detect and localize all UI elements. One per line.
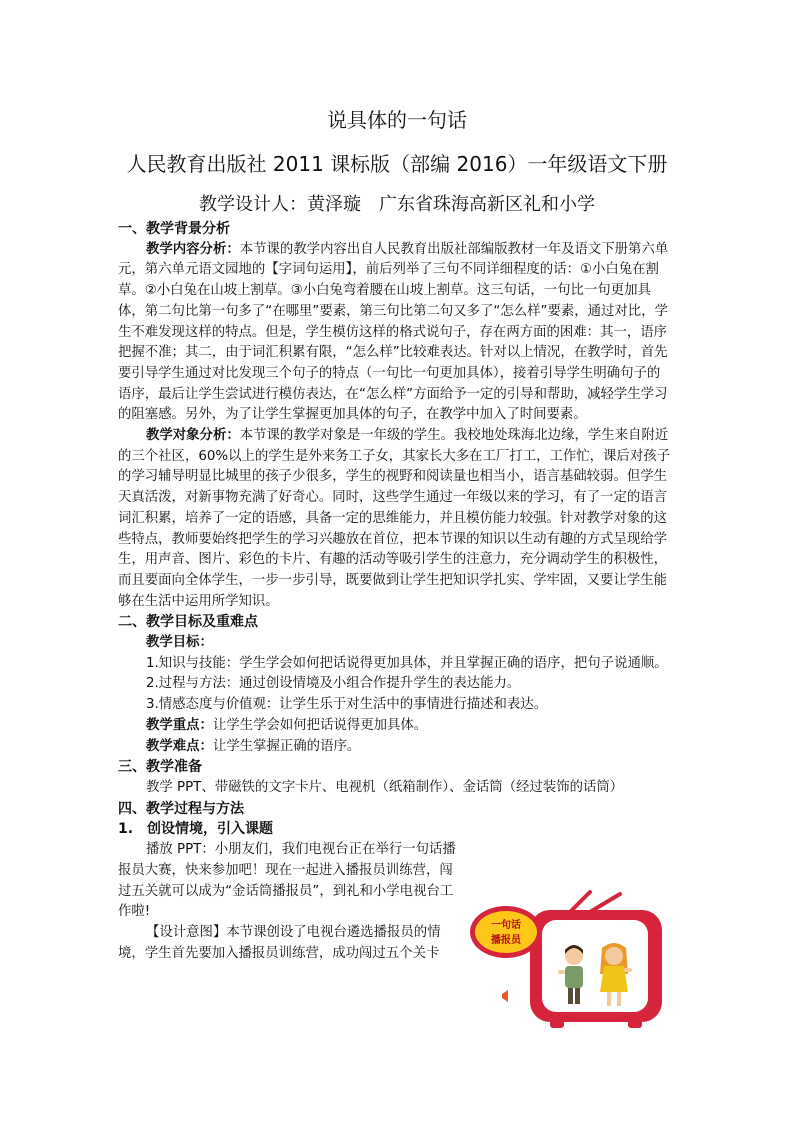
section-heading-goals: 二、教学目标及重难点 [118, 614, 258, 631]
tv-screen [542, 920, 648, 1012]
difficulty-label: 教学难点： [146, 738, 213, 754]
content-analysis-paragraph [118, 240, 670, 426]
object-analysis-text: 本节课的教学对象是一年级的学生。我校地处珠海北边缘，学生来自附近的三个社区，60%以上的学生是外来务工子女，其家长大多在工厂打工，工作忙，课后对孩子的学习辅导明显比城里的孩子少很多，学生的视野和阅读量也相当小，语言基础较弱。但学生天真活泼，对新事物充满了好奇心。同时，这些学生通过一年级以来的学习，有了一定的语言词汇积累，培养了一定的语感，具备一定的思维能力，并且模仿能力较强。针对教学对象的这些特点，教师要始终把学生的学习兴趣放在首位，把本节课的知识以生动有趣的方式呈现给学生，用声音、图片、彩色的卡片、有趣的活动等吸引学生的注意力，充分调动学生的积极性，而且要面向全体学生，一步一步引导，既要做到让学生把知识学扎实、学牢固，又要让学生能够在生活中运用所学知识。 [118, 428, 670, 609]
tv-foot-right [628, 1020, 642, 1028]
document-subtitle: 人民教育出版社 2011 课标版（部编 2016）一年级语文下册 [126, 152, 668, 176]
goal-item-2: 2.过程与方法：通过创设情境及小组合作提升学生的表达能力。 [146, 676, 521, 692]
designer-line: 教学设计人：黄泽璇 广东省珠海高新区礼和小学 [199, 194, 595, 215]
tv-foot-left [550, 1020, 564, 1028]
object-analysis-label: 教学对象分析： [146, 428, 240, 444]
key-point-paragraph [118, 716, 670, 737]
difficulty-paragraph [118, 737, 670, 758]
antenna-far-right [590, 894, 620, 912]
document-body [118, 219, 670, 964]
goal-item-3: 3.情感态度与价值观：让学生乐于对生活中的事情进行描述和表达。 [146, 697, 548, 713]
content-analysis-text: 本节课的教学内容出自人民教育出版社部编版教材一年及语文下册第六单元，第六单元语文园地的【字词句运用】，前后列举了三句不同详细程度的话：①小白兔在割草。②小白兔在山坡上割草。③小白兔弯着腰在山坡上割草。这三句话，一句比一句更加具体，第二句比第一句多了“在哪里”要素，第三句比第二句又多了“怎么样”要素，通过对比，学生不难发现这样的特点。但是，学生模仿这样的格式说句子，存在两方面的困难：其一，语序把握不准；其二，由于词汇积累有限，“怎么样”比较难表达。针对以上情况，在教学时，首先要引导学生通过对比发现三个句子的特点（一句比一句更加具体），接着引导学生明确句子的语序，最后让学生尝试进行模仿表达，在“怎么样”方面给予一定的引导和帮助，减轻学生学习的阻塞感。另外，为了让学生掌握更加具体的句子，在教学中加入了时间要素。 [118, 241, 669, 423]
object-analysis-paragraph [118, 426, 670, 612]
section-heading-preparation: 三、教学准备 [118, 759, 202, 776]
key-point-text: 让学生学会如何把话说得更加具体。 [212, 717, 428, 733]
speaker-icon [502, 990, 508, 1002]
tv-illustration [470, 890, 670, 1030]
section-heading-background: 一、教学背景分析 [118, 221, 230, 237]
document-title: 说具体的一句话 [327, 108, 467, 132]
badge-text-line1: 一句话 [491, 920, 521, 931]
preparation-text: 教学 PPT、带磁铁的文字卡片、电视机（纸箱制作）、金话筒（经过装饰的话筒） [146, 779, 624, 795]
goal-label: 教学目标： [146, 635, 213, 651]
design-intent-text: 【设计意图】本节课创设了电视台遴选播报员的情境，学生首先要加入播报员训练营，成功闯过五个关卡 [118, 924, 441, 961]
step1-heading: 1. 创设情境，引入课题 [118, 821, 274, 838]
difficulty-text: 让学生掌握正确的语序。 [212, 738, 361, 754]
badge-inner [475, 911, 537, 953]
key-point-label: 教学重点： [146, 717, 213, 733]
tv-graphic [470, 890, 670, 1030]
content-analysis-label: 教学内容分析： [146, 241, 240, 257]
section-heading-process: 四、教学过程与方法 [118, 800, 244, 817]
badge-text-line2: 播报员 [491, 935, 521, 946]
goal-item-1: 1.知识与技能：学生学会如何把话说得更加具体，并且掌握正确的语序，把句子说通顺。 [146, 655, 668, 671]
antenna-right [570, 892, 590, 912]
step1-text: 播放 PPT：小朋友们，我们电视台正在举行一句话播报员大赛，快来参加吧！现在一起进入播报员训练营，闯过五关就可以成为“金话筒播报员”，到礼和小学电视台工作啦! [118, 842, 456, 920]
